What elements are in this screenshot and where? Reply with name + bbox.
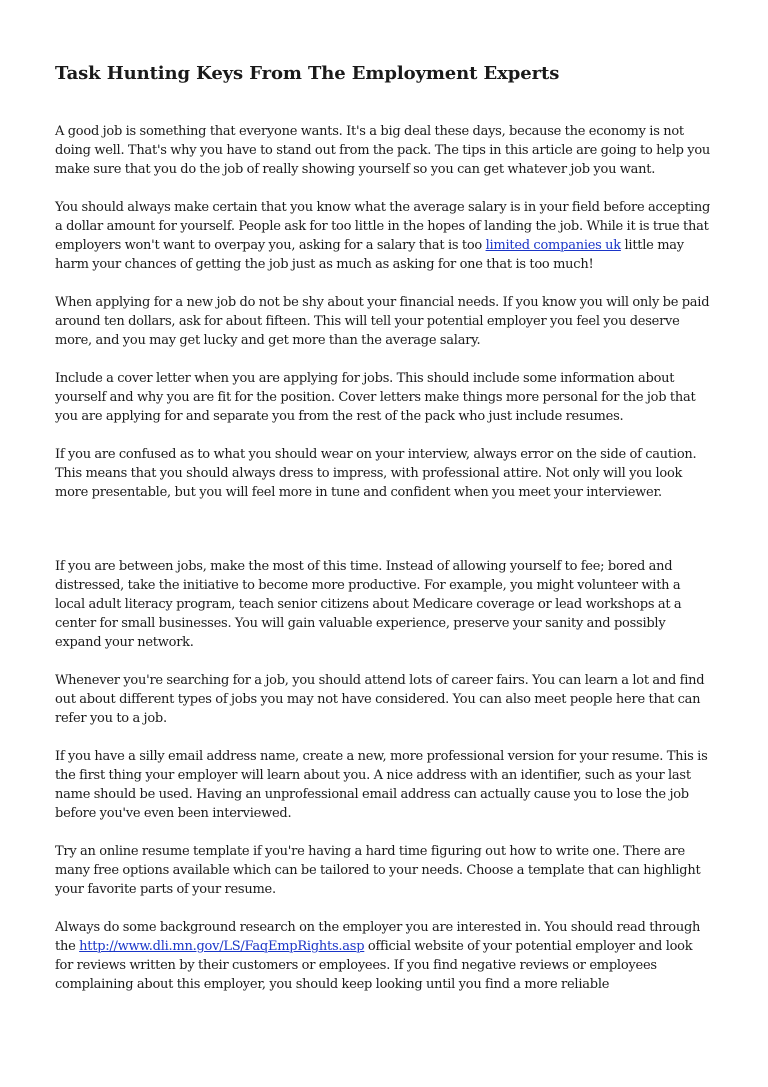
paragraph-text: official website of your potential employer and look for reviews written by their customers or employees. If you find negative reviews or employees complaining about this employer, you should keep looking until you find a more reliable (55, 939, 693, 992)
paragraph-between-jobs: If you are between jobs, make the most of this time. Instead of allowing yourself to fee; bored and distressed, take the initiative to become more productive. For example, you might volunteer with a local adult literacy program, teach senior citizens about Medicare coverage or lead workshops at a center for small businesses. You will gain valuable experience, preserve your sanity and possibly expand your network. (55, 559, 682, 650)
paragraph-text: Always do some background research on the employer you are interested in. You should read through the (55, 920, 701, 954)
paragraph-text: You should always make certain that you know what the average salary is in your field before accepting a dollar amount for yourself. People ask for too little in the hopes of landing the job. While it is true that employers won't want to overpay you, asking for a salary that is too (55, 200, 711, 253)
paragraph-text: little may harm your chances of getting the job just as much as asking for one that is too much! (55, 238, 684, 272)
paragraph-cover-letter: Include a cover letter when you are applying for jobs. This should include some information about yourself and why you are fit for the position. Cover letters make things more personal for the job that you are applying for and separate you from the rest of the pack who just include resumes. (55, 371, 696, 424)
paragraph-employer-research (55, 918, 711, 994)
document-title: Task Hunting Keys From The Employment Experts (55, 63, 560, 84)
document-body (55, 122, 711, 994)
limited-companies-link[interactable]: limited companies uk (485, 238, 621, 253)
paragraph-career-fairs: Whenever you're searching for a job, you should attend lots of career fairs. You can learn a lot and find out about different types of jobs you may not have considered. You can also meet people here that can refer you to a job. (55, 673, 705, 726)
paragraph-interview-attire: If you are confused as to what you should wear on your interview, always error on the side of caution. This means that you should always dress to impress, with professional attire. Not only will you look more presentable, but you will feel more in tune and confident when you meet your interviewer. (55, 447, 697, 500)
paragraph-financial-needs: When applying for a new job do not be shy about your financial needs. If you know you will only be paid around ten dollars, ask for about fifteen. This will tell your potential employer you feel you deserve more, and you may get lucky and get more than the average salary. (55, 295, 710, 348)
paragraph-resume-template: Try an online resume template if you're having a hard time figuring out how to write one. There are many free options available which can be tailored to your needs. Choose a template that can highlight your favorite parts of your resume. (55, 844, 701, 897)
paragraph-intro: A good job is something that everyone wants. It's a big deal these days, because the economy is not doing well. That's why you have to stand out from the pack. The tips in this article are going to help you make sure that you do the job of really showing yourself so you can get whatever job you want. (55, 124, 711, 177)
paragraph-email-address: If you have a silly email address name, create a new, more professional version for your resume. This is the first thing your employer will learn about you. A nice address with an identifier, such as your last name should be used. Having an unprofessional email address can actually cause you to lose the job before you've even been interviewed. (55, 749, 708, 821)
document-page (55, 60, 711, 1013)
dli-website-link[interactable]: http://www.dli.mn.gov/LS/FaqEmpRights.asp (79, 939, 365, 954)
paragraph-salary (55, 198, 711, 274)
